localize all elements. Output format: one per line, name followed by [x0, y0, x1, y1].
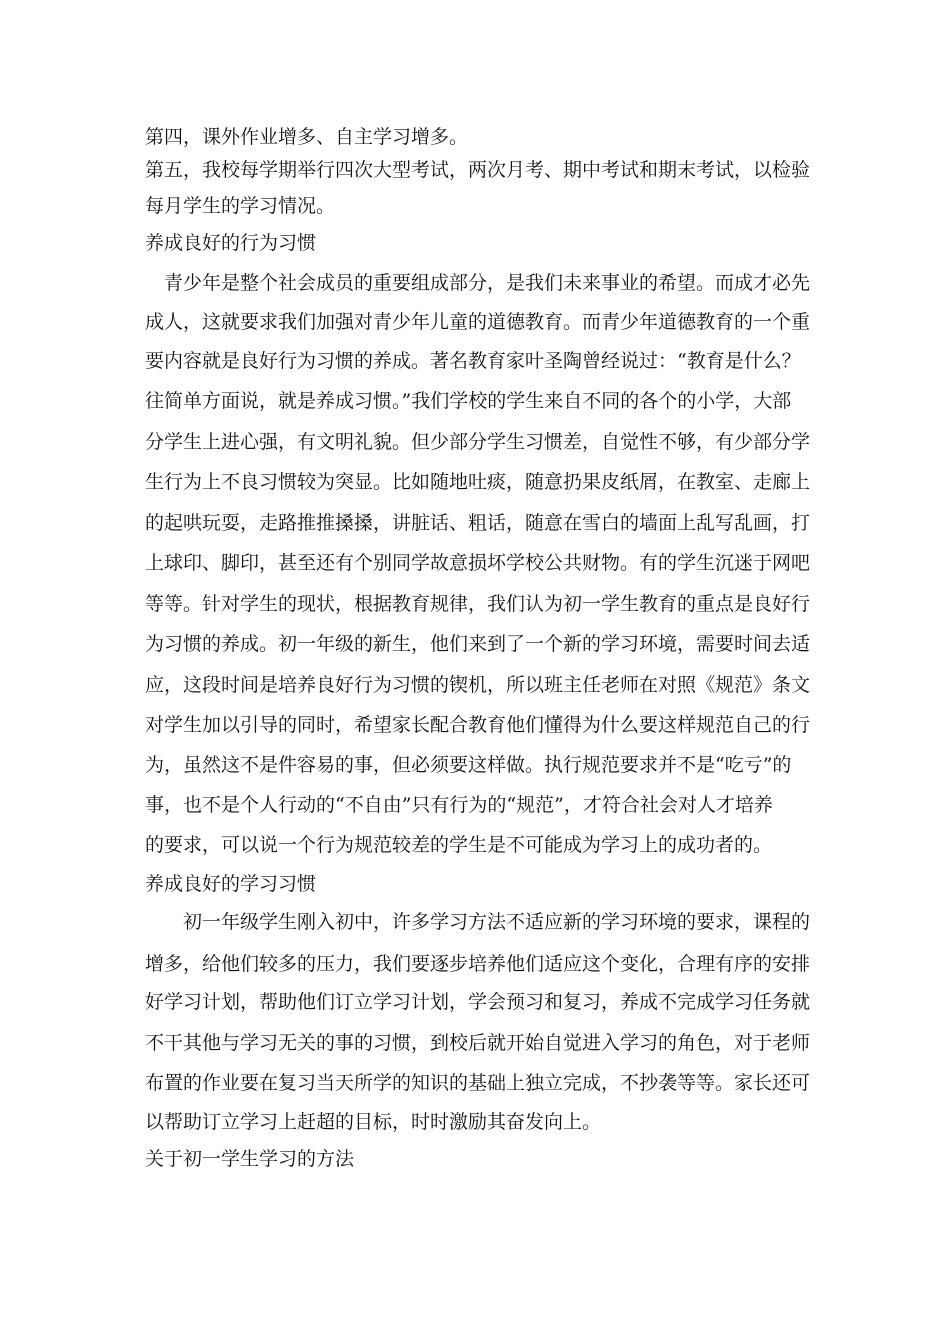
text-line: 对学生加以引导的同时，希望家长配合教育他们懂得为什么要这样规范自己的行: [145, 714, 811, 736]
text-line: 往简单方面说，就是养成习惯。”我们学校的学生来自不同的各个的小学，大部: [145, 390, 792, 412]
text-line: 第五，我校每学期举行四次大型考试，两次月考、期中考试和期末考试，以检验: [145, 159, 811, 181]
text-line: 事，也不是个人行动的“不自由”只有行为的“规范”，才符合社会对人才培养: [145, 794, 773, 816]
text-line: 为，虽然这不是件容易的事，但必须要这样做。执行规范要求并不是“吃亏”的: [145, 754, 792, 776]
text-line: 第四，课外作业增多、自主学习增多。: [145, 126, 469, 148]
section-heading: 养成良好的行为习惯: [145, 232, 317, 254]
text-line: 等等。针对学生的现状，根据教育规律，我们认为初一学生教育的重点是良好行: [145, 593, 811, 615]
text-line: 应，这段时间是培养良好行为习惯的锲机，所以班主任老师在对照《规范》条文: [145, 674, 811, 696]
text-line: 的起哄玩耍，走路推推搡搡，讲脏话、粗话，随意在雪白的墙面上乱写乱画，打: [145, 512, 811, 534]
text-line: 的要求，可以说一个行为规范较差的学生是不可能成为学习上的成功者的。: [145, 834, 773, 856]
text-line: 分学生上进心强，有文明礼貌。但少部分学生习惯差，自觉性不够，有少部分学: [145, 431, 811, 453]
text-line: 增多，给他们较多的压力，我们要逐步培养他们适应这个变化，合理有序的安排: [145, 953, 811, 975]
text-line: 要内容就是良好行为习惯的养成。著名教育家叶圣陶曾经说过：“教育是什么？: [145, 350, 801, 372]
text-line: 初一年级学生刚入初中，许多学习方法不适应新的学习环境的要求，课程的: [183, 911, 811, 933]
text-line: 成人，这就要求我们加强对青少年儿童的道德教育。而青少年道德教育的一个重: [145, 311, 811, 333]
text-line: 青少年是整个社会成员的重要组成部分，是我们未来事业的希望。而成才必先: [164, 272, 811, 294]
text-line: 生行为上不良习惯较为突显。比如随地吐痰，随意扔果皮纸屑，在教室、走廊上: [145, 471, 811, 493]
text-line: 每月学生的学习情况。: [145, 195, 336, 217]
text-line: 以帮助订立学习上赶超的目标，时时激励其奋发向上。: [145, 1111, 602, 1133]
section-heading: 养成良好的学习习惯: [145, 873, 317, 895]
text-line: 上球印、脚印，甚至还有个别同学故意损坏学校公共财物。有的学生沉迷于网吧: [145, 552, 811, 574]
text-line: 好学习计划，帮助他们订立学习计划，学会预习和复习，养成不完成学习任务就: [145, 991, 811, 1013]
section-heading: 关于初一学生学习的方法: [145, 1148, 355, 1170]
text-line: 为习惯的养成。初一年级的新生，他们来到了一个新的学习环境，需要时间去适: [145, 633, 811, 655]
text-line: 布置的作业要在复习当天所学的知识的基础上独立完成，不抄袭等等。家长还可: [145, 1072, 811, 1094]
text-line: 不干其他与学习无关的事的习惯，到校后就开始自觉进入学习的角色，对于老师: [145, 1032, 811, 1054]
